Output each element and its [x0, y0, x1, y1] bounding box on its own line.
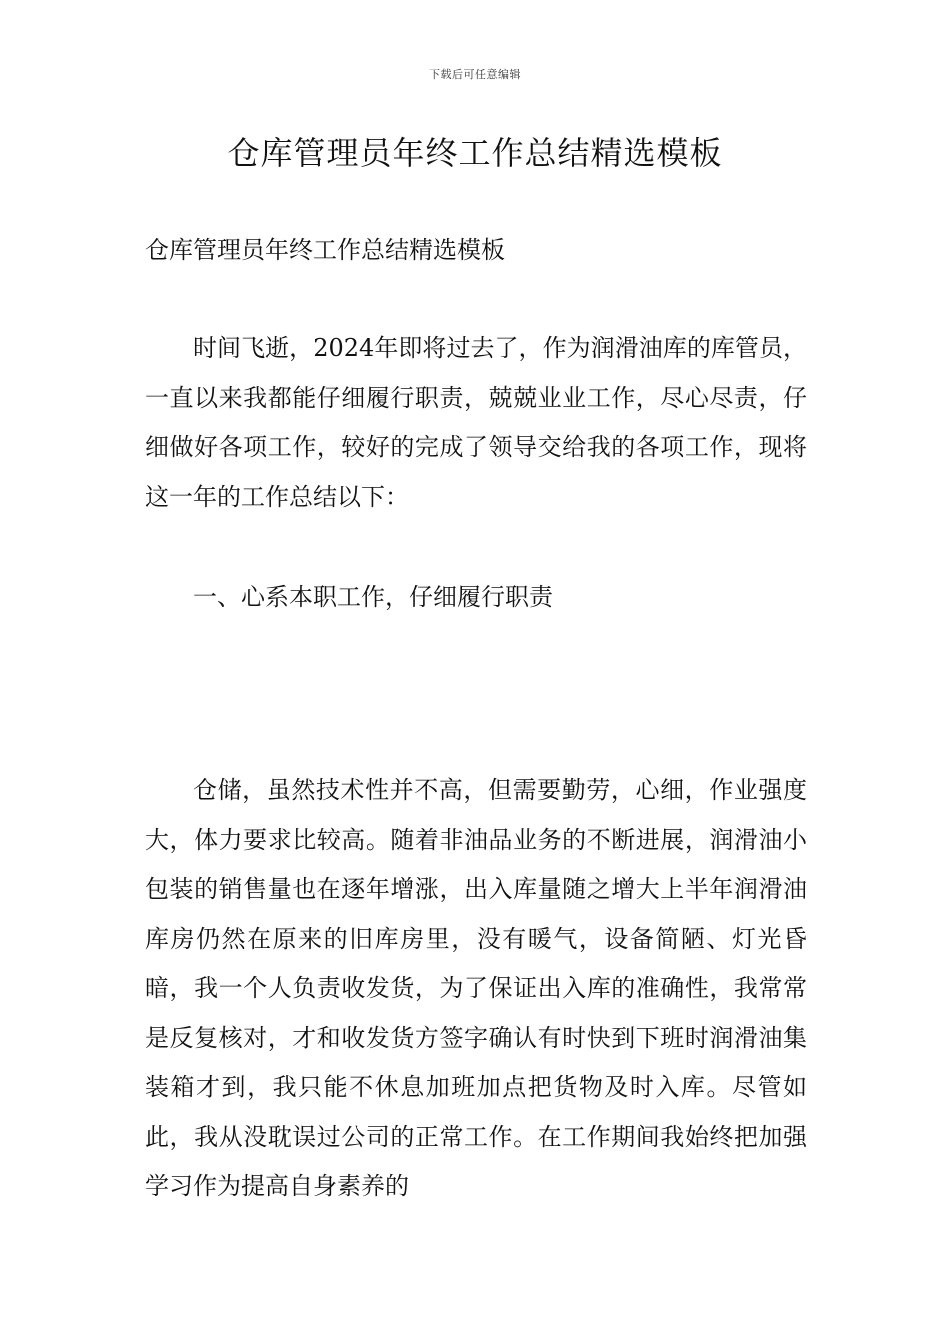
document-subtitle: 仓库管理员年终工作总结精选模板: [145, 236, 505, 264]
header-note: 下载后可任意编辑: [429, 68, 521, 81]
paragraph-intro: 时间飞逝，2024年即将过去了，作为润滑油库的库管员，一直以来我都能仔细履行职责，兢兢业业工作，尽心尽责，仔细做好各项工作，较好的完成了领导交给我的各项工作，现将这一年的工作总结以下：: [145, 334, 807, 511]
section-heading: 一、心系本职工作，仔细履行职责: [193, 583, 553, 611]
document-body: [145, 228, 807, 1212]
document-title: 仓库管理员年终工作总结精选模板: [227, 134, 723, 172]
paragraph-body: 仓储，虽然技术性并不高，但需要勤劳，心细，作业强度大，体力要求比较高。随着非油品业务的不断进展，润滑油小包装的销售量也在逐年增涨，出入库量随之增大上半年润滑油库房仍然在原来的旧库房里，没有暖气，设备简陋、灯光昏暗，我一个人负责收发货，为了保证出入库的准确性，我常常是反复核对，才和收发货方签字确认有时快到下班时润滑油集装箱才到，我只能不休息加班加点把货物及时入库。尽管如此，我从没耽误过公司的正常工作。在工作期间我始终把加强学习作为提高自身素养的: [145, 776, 807, 1200]
